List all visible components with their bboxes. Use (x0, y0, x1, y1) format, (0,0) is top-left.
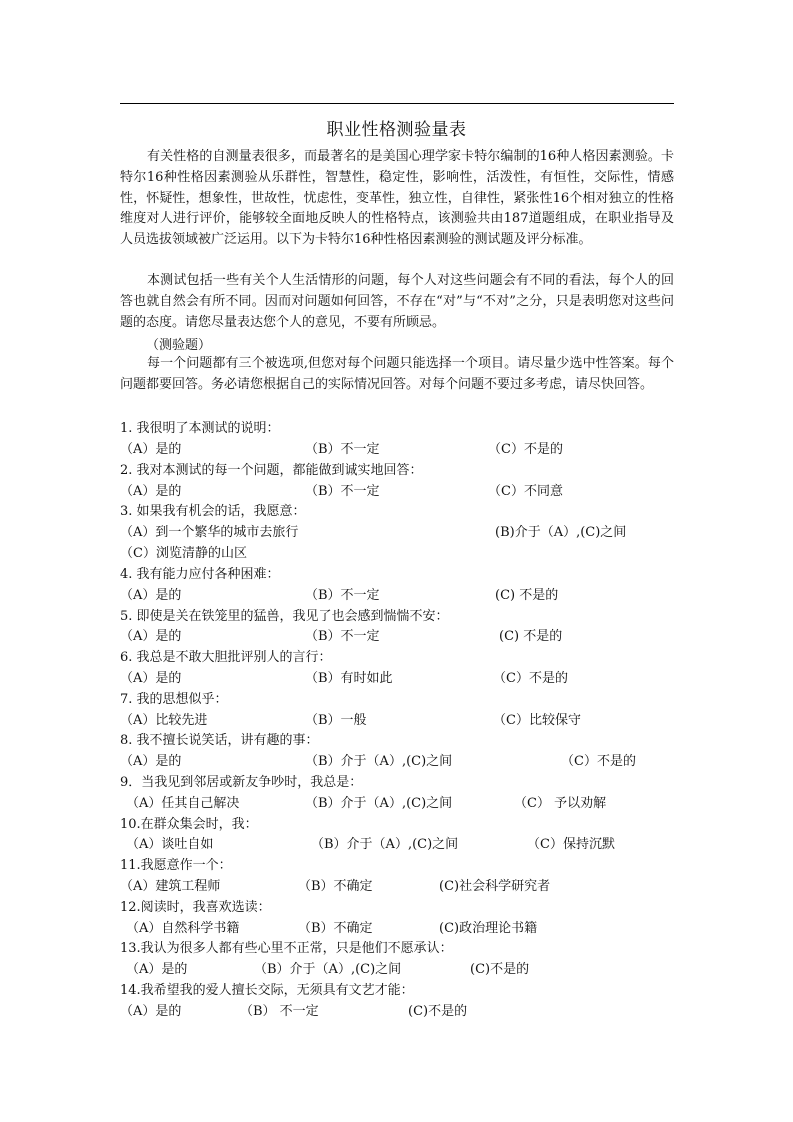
question-6: 6. 我总是不敢大胆批评别人的言行： (120, 650, 332, 665)
question-13: 13.我认为很多人都有些心里不正常，只是他们不愿承认： (120, 941, 453, 956)
q7-option-c[interactable]: （C）比较保守 (493, 713, 581, 728)
q14-option-c[interactable]: (C)不是的 (408, 1004, 468, 1019)
q5-option-a[interactable]: （A）是的 (120, 629, 182, 644)
q3-option-c[interactable]: （C）浏览清静的山区 (120, 546, 247, 561)
instructions-paragraph: 每一个问题都有三个被选项,但您对每个问题只能选择一个项目。请尽量少选中性答案。每个问题都要回答。务必请您根据自己的实际情况回答。对每个问题不要过多考虑，请尽快回答。 (120, 356, 674, 392)
question-1: 1. 我很明了本测试的说明： (120, 421, 280, 436)
q12-option-a[interactable]: （A）自然科学书籍 (126, 921, 240, 936)
q4-option-c[interactable]: (C) 不是的 (495, 588, 559, 603)
q9-option-c[interactable]: （C） 予以劝解 (514, 796, 607, 811)
q4-option-a[interactable]: （A）是的 (120, 588, 182, 603)
header-rule (120, 103, 674, 104)
q11-option-a[interactable]: （A）建筑工程师 (120, 879, 221, 894)
question-11: 11.我愿意作一个： (120, 858, 232, 873)
q12-option-b[interactable]: （B）不确定 (298, 921, 373, 936)
section-heading: （测验题） (146, 338, 212, 353)
q1-option-a[interactable]: （A）是的 (120, 442, 182, 457)
q3-option-b[interactable]: (B)介于（A）,(C)之间 (495, 525, 627, 540)
q9-option-b[interactable]: （B）介于（A）,(C)之间 (305, 796, 453, 811)
q8-option-a[interactable]: （A）是的 (120, 754, 182, 769)
q1-option-c[interactable]: （C）不是的 (488, 442, 563, 457)
q11-option-b[interactable]: （B）不确定 (298, 879, 373, 894)
q8-option-c[interactable]: （C）不是的 (561, 754, 636, 769)
q7-option-a[interactable]: （A）比较先进 (120, 713, 208, 728)
q4-option-b[interactable]: （B）不一定 (305, 588, 380, 603)
q14-option-b[interactable]: （B） 不一定 (240, 1004, 319, 1019)
question-7: 7. 我的思想似乎： (120, 692, 228, 707)
q9-option-a[interactable]: （A）任其自己解决 (126, 796, 240, 811)
question-9: 9．当我见到邻居或新友争吵时，我总是： (120, 775, 363, 790)
q2-option-c[interactable]: （C）不同意 (488, 484, 563, 499)
q12-option-c[interactable]: (C)政治理论书籍 (439, 921, 538, 936)
question-10: 10.在群众集会时，我： (120, 817, 258, 832)
q6-option-b[interactable]: （B）有时如此 (305, 671, 393, 686)
question-12: 12.阅读时，我喜欢选读： (120, 900, 271, 915)
q8-option-b[interactable]: （B）介于（A）,(C)之间 (305, 754, 453, 769)
intro-paragraph-1: 有关性格的自测量表很多，而最著名的是美国心理学家卡特尔编制的16种人格因素测验。卡特尔16种性格因素测验从乐群性，智慧性，稳定性，影响性，活泼性，有恒性，交际性，情感性，怀疑性，想象性，世故性，忧虑性，变革性，独立性，自律性，紧张性16个相对独立的性格维度对人进行评价，能够较全面地反映人的性格特点，该测验共由187道题组成，在职业指导及人员选拔领域被广泛运用。以下为卡特尔16种性格因素测验的测试题及评分标准。 (120, 149, 674, 248)
q10-option-a[interactable]: （A）谈吐自如 (126, 837, 214, 852)
q6-option-a[interactable]: （A）是的 (120, 671, 182, 686)
question-4: 4. 我有能力应付各种困难： (120, 567, 280, 582)
q3-option-a[interactable]: （A）到一个繁华的城市去旅行 (120, 525, 299, 540)
q13-option-b[interactable]: （B）介于（A）,(C)之间 (254, 962, 402, 977)
q5-option-c[interactable]: (C) 不是的 (499, 629, 563, 644)
q13-option-a[interactable]: （A）是的 (126, 962, 188, 977)
q10-option-b[interactable]: （B）介于（A）,(C)之间 (311, 837, 459, 852)
question-3: 3. 如果我有机会的话，我愿意： (120, 504, 306, 519)
q2-option-b[interactable]: （B）不一定 (305, 484, 380, 499)
q7-option-b[interactable]: （B）一般 (305, 713, 367, 728)
q10-option-c[interactable]: （C）保持沉默 (527, 837, 615, 852)
page-title: 职业性格测验量表 (326, 120, 467, 140)
question-5: 5. 即使是关在铁笼里的猛兽，我见了也会感到惴惴不安： (120, 609, 449, 624)
question-8: 8. 我不擅长说笑话，讲有趣的事： (120, 733, 319, 748)
q5-option-b[interactable]: （B）不一定 (305, 629, 380, 644)
q14-option-a[interactable]: （A）是的 (120, 1004, 182, 1019)
question-14: 14.我希望我的爱人擅长交际，无须具有文艺才能： (120, 983, 414, 998)
q11-option-c[interactable]: (C)社会科学研究者 (439, 879, 551, 894)
q1-option-b[interactable]: （B）不一定 (305, 442, 380, 457)
question-2: 2. 我对本测试的每一个问题，都能做到诚实地回答： (120, 463, 423, 478)
q6-option-c[interactable]: （C）不是的 (493, 671, 568, 686)
q13-option-c[interactable]: (C)不是的 (470, 962, 530, 977)
intro-paragraph-2: 本测试包括一些有关个人生活情形的问题，每个人对这些问题会有不同的看法，每个人的回答也就自然会有所不同。因而对问题如何回答，不存在“对”与“不对”之分，只是表明您对这些问题的态度。请您尽量表达您个人的意见，不要有所顾忌。 (120, 273, 674, 330)
q2-option-a[interactable]: （A）是的 (120, 484, 182, 499)
